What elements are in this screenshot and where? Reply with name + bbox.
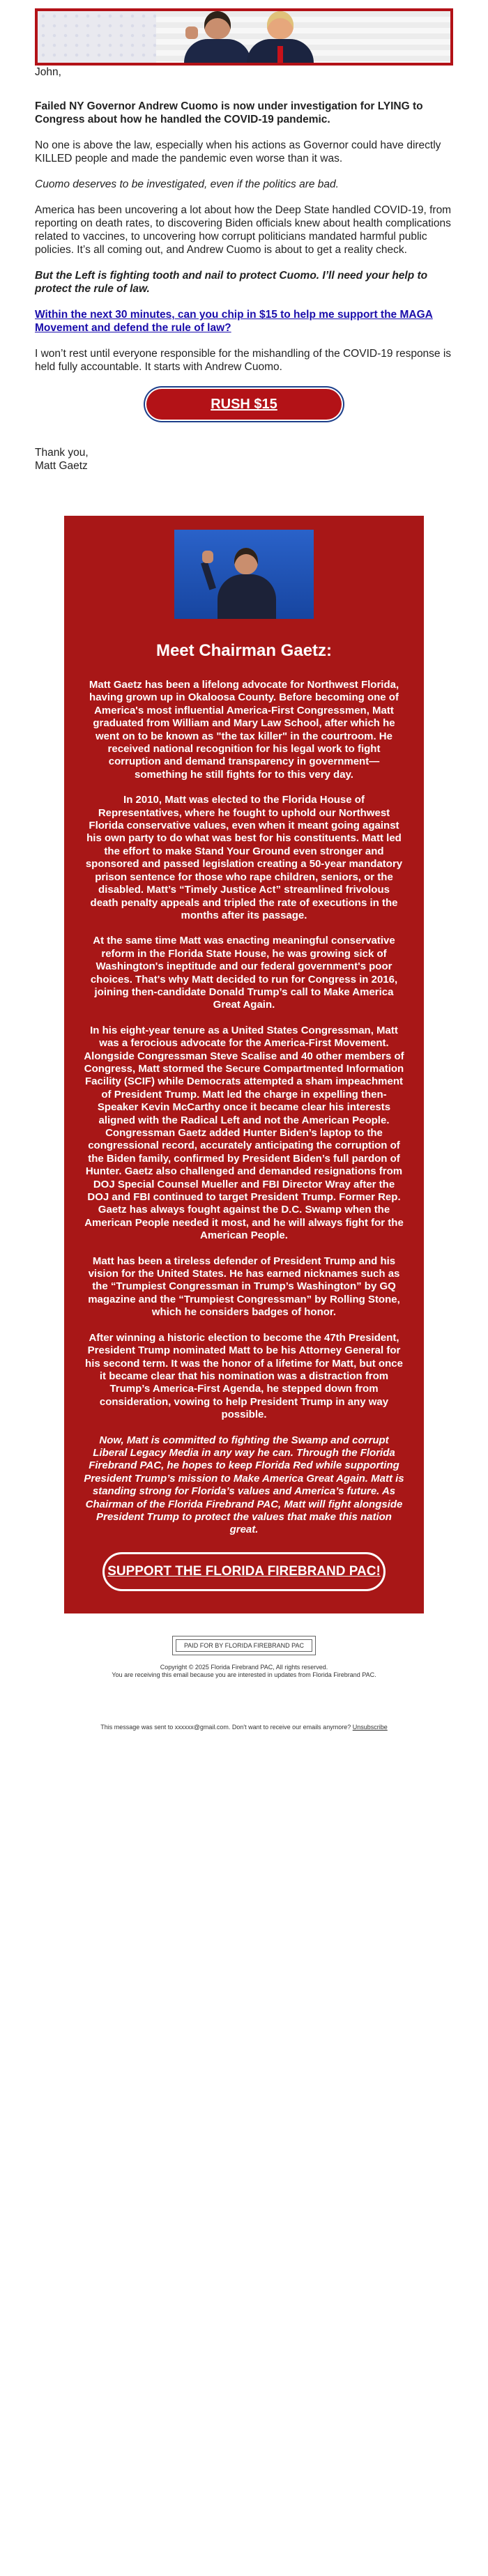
appeal-paragraph: But the Left is fighting tooth and nail to protect Cuomo. I’ll need your help to protect the rule of law. bbox=[35, 270, 428, 295]
signoff bbox=[35, 446, 453, 473]
unsubscribe-line bbox=[35, 1724, 453, 1731]
paid-for-text: PAID FOR BY FLORIDA FIREBRAND PAC bbox=[176, 1639, 312, 1652]
bio-paragraph: In 2010, Matt was elected to the Florida House of Representatives, where he fought to uphold our Northwest Florida conservative values, even when it meant going against his own party to do what was best for his constituents. Matt led the effort to make Stand Your Ground even stronger and sponsored and passed legislation creating a 50-year mandatory prison sentence for those who rape children, seniors, or the disabled. Matt’s “Timely Justice Act” streamlined frivolous death penalty appeals and tripled the rate of executions in the months after its passage. bbox=[85, 794, 403, 921]
photo-matt-gaetz bbox=[184, 11, 251, 63]
bio-paragraph: Matt Gaetz has been a lifelong advocate for Northwest Florida, having grown up in Okaloosa County. Before becoming one of America's most influential America-First Congressmen, Matt graduated from William and Mary Law School, after which he went on to be known as "the tax killer" in the courtroom. He received national recognition for his legal work to fight corruption and demand transparency in government—something he still fights for to this very day. bbox=[89, 679, 399, 781]
bio-closing-paragraph: Now, Matt is committed to fighting the Swamp and corrupt Liberal Legacy Media in any way he can. Through the Florida Firebrand PAC, he hopes to keep Florida Red while supporting President Trump’s mission to Make America Great Again. Matt is standing strong for Florida’s values and America’s future. As Chairman of the Florida Firebrand PAC, Matt will fight alongside President Trump to protect the values that make this nation great. bbox=[84, 1434, 404, 1536]
bio-paragraph: After winning a historic election to become the 47th President, President Trump nominated Matt to be his Attorney General for his second term. It was the honor of a lifetime for Matt, but once it became clear that his nomination was a distraction from Trump’s America-First Agenda, he stepped down from consideration, vowing to help President Trump in any way possible. bbox=[85, 1331, 403, 1421]
bio-paragraph: In his eight-year tenure as a United States Congressman, Matt was a ferocious advocate for the America-First Movement. Alongside Congressman Steve Scalise and 40 other members of Congress, Matt stormed the Secure Compartmented Information Facility (SCIF) while Democrats attempted a sham impeachment of President Trump. Matt led the charge in expelling then-Speaker Kevin McCarthy once it became clear his interests aligned with the Radical Left and not the American People. Congressman Gaetz added Hunter Biden’s laptop to the congressional record, accurately anticipating the corruption of the Biden family, confirmed by President Biden’s full pardon of Hunter. Gaetz also challenged and demanded resignations from DOJ Special Counsel Mueller and FBI Director Wray after the DOJ and FBI continued to target President Trump. Former Rep. Gaetz has always fought against the D.C. Swamp when the American People needed it most, and he will always fight for the American People. bbox=[84, 1024, 404, 1242]
bio-title: Meet Chairman Gaetz: bbox=[155, 641, 333, 660]
donate-link[interactable]: Within the next 30 minutes, can you chip in $15 to help me support the MAGA Movement and defend the rule of law? bbox=[35, 309, 433, 334]
support-pac-button[interactable]: SUPPORT THE FLORIDA FIREBRAND PAC! bbox=[102, 1552, 386, 1591]
body-paragraph: No one is above the law, especially when his actions as Governor could have directly KILLED people and made the pandemic even worse than it was. bbox=[35, 139, 441, 164]
footer-copyright bbox=[35, 1664, 453, 1679]
letter-body bbox=[35, 66, 453, 374]
header-banner-image bbox=[35, 8, 453, 66]
unsubscribe-text: This message was sent to xxxxxx@gmail.com. Don't want to receive our emails anymore? bbox=[100, 1723, 351, 1731]
flag-stars bbox=[38, 11, 156, 63]
unsubscribe-link[interactable]: Unsubscribe bbox=[352, 1723, 388, 1731]
red-tie bbox=[277, 46, 283, 63]
email-container bbox=[35, 8, 453, 1731]
bio-paragraph: Matt has been a tireless defender of President Trump and his vision for the United States. He has earned nicknames such as the “Trumpiest Congressman in Trump’s Washington” by GQ magazine and the “Trumpiest Congressman” by Rolling Stone, which he considers badges of honor. bbox=[88, 1255, 400, 1319]
bio-paragraph: At the same time Matt was enacting meaningful conservative reform in the Florida State House, he was growing sick of Washington's ineptitude and our federal government's poor choices. That's why Matt decided to run for Congress in 2016, joining then-candidate Donald Trump’s call to Make America Great Again. bbox=[90, 935, 398, 1011]
bio-panel bbox=[64, 516, 424, 1613]
reason-line: You are receiving this email because you are interested in updates from Florida Firebrand PAC. bbox=[112, 1671, 376, 1678]
rush-donate-button[interactable]: RUSH $15 bbox=[146, 389, 342, 420]
chairman-photo bbox=[174, 530, 314, 619]
signoff-line: Thank you, bbox=[35, 447, 89, 459]
headline-paragraph: Failed NY Governor Andrew Cuomo is now under investigation for LYING to Congress about how he handled the COVID-19 pandemic. bbox=[35, 100, 423, 125]
paid-for-box bbox=[172, 1636, 316, 1655]
copyright-line: Copyright © 2025 Florida Firebrand PAC, All rights reserved. bbox=[160, 1663, 328, 1671]
greeting: John, bbox=[35, 66, 61, 78]
body-paragraph: America has been uncovering a lot about how the Deep State handled COVID-19, from reporting on death rates, to discovering Biden officials knew about health complications related to vaccines, to uncovering how corrupt politicians mandated harmful public policies. It’s all coming out, and Andrew Cuomo is about to get a reality check. bbox=[35, 204, 452, 256]
signoff-name: Matt Gaetz bbox=[35, 460, 88, 472]
body-paragraph: I won’t rest until everyone responsible for the mishandling of the COVID-19 response is held fully accountable. It starts with Andrew Cuomo. bbox=[35, 348, 452, 373]
body-paragraph-italic: Cuomo deserves to be investigated, even if the politics are bad. bbox=[35, 178, 339, 190]
